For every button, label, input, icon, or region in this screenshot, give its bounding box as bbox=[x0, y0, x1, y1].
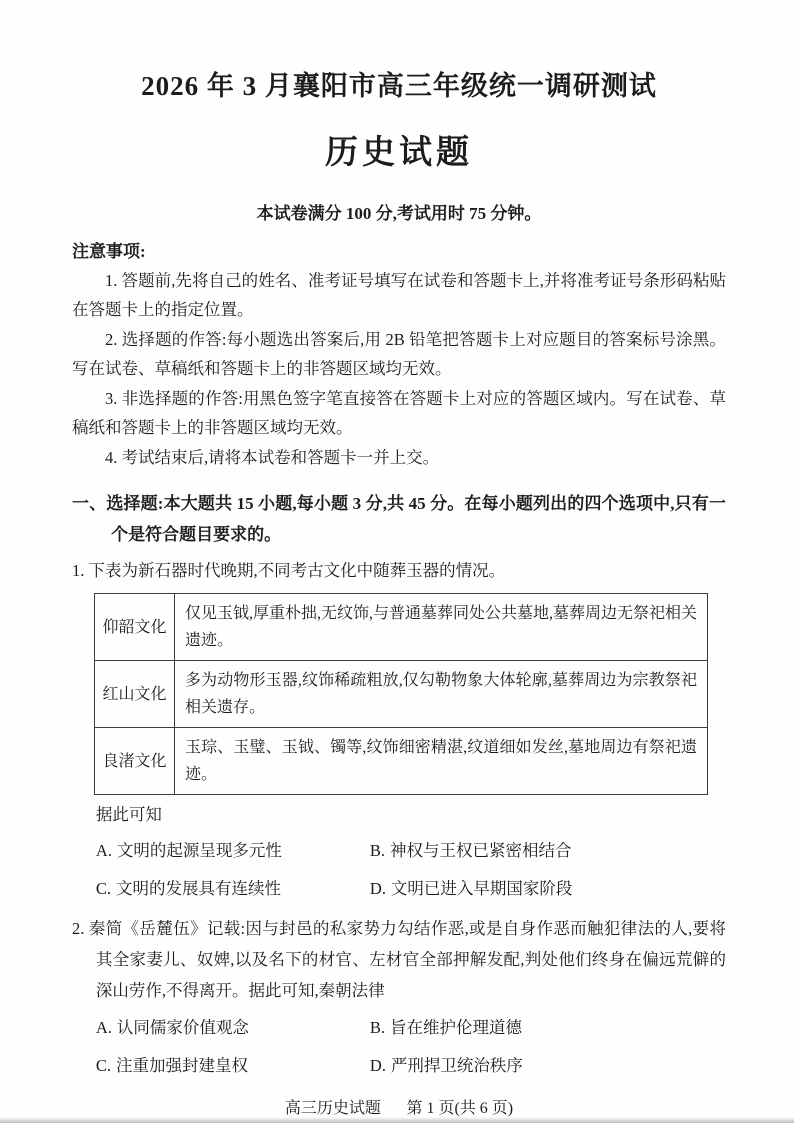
culture-name-cell: 红山文化 bbox=[95, 661, 175, 728]
option-c bbox=[96, 870, 370, 908]
scan-edge-shadow bbox=[0, 1117, 794, 1123]
option-d-text: 文明已进入早期国家阶段 bbox=[390, 879, 573, 899]
question-2-stem-text: 秦简《岳麓伍》记载:因与封邑的私家势力勾结作恶,或是自身作恶而触犯律法的人,要将其全家妻儿、奴婢,以及名下的材官、左材官全部押解发配,判处他们终身在偏远荒僻的深山劳作,不得离开。据此可知,秦朝法律 bbox=[88, 919, 726, 1001]
notice-item-3: 3. 非选择题的作答:用黑色签字笔直接答在答题卡上对应的答题区域内。写在试卷、草稿纸和答题卡上的非答题区域均无效。 bbox=[72, 388, 726, 438]
exam-subject-title: 历史试题 bbox=[325, 134, 473, 171]
option-b-text: 旨在维护伦理道德 bbox=[390, 1018, 522, 1038]
option-a bbox=[96, 832, 370, 870]
option-c bbox=[96, 1047, 370, 1085]
question-1-stem bbox=[72, 555, 726, 586]
notice-item-2: 2. 选择题的作答:每小题选出答案后,用 2B 铅笔把答题卡上对应题目的答案标号涂黑。写在试卷、草稿纸和答题卡上的非答题区域均无效。 bbox=[72, 329, 726, 379]
option-a-text: 认同儒家价值观念 bbox=[116, 1018, 249, 1038]
table-row bbox=[95, 661, 708, 728]
culture-name-cell: 良渚文化 bbox=[95, 728, 175, 795]
option-b-label: B. bbox=[369, 841, 386, 861]
option-b-text: 神权与王权已紧密相结合 bbox=[390, 841, 572, 861]
exam-info-line: 本试卷满分 100 分,考试用时 75 分钟。 bbox=[256, 203, 542, 223]
option-a bbox=[96, 1009, 370, 1047]
option-d-text: 严刑捍卫统治秩序 bbox=[390, 1056, 523, 1076]
option-c-text: 注重加强封建皇权 bbox=[116, 1056, 248, 1076]
culture-description-cell: 玉琮、玉璧、玉钺、镯等,纹饰细密精湛,纹道细如发丝,墓地周边有祭祀遗迹。 bbox=[175, 728, 708, 795]
option-d-label: D. bbox=[369, 1056, 386, 1076]
culture-description-cell: 多为动物形玉器,纹饰稀疏粗放,仅勾勒物象大体轮廓,墓葬周边为宗教祭祀相关遗存。 bbox=[175, 661, 708, 728]
page-footer bbox=[72, 1095, 726, 1118]
culture-description-cell: 仅见玉钺,厚重朴拙,无纹饰,与普通墓葬同处公共墓地,墓葬周边无祭祀相关遗迹。 bbox=[175, 594, 708, 661]
option-b-label: B. bbox=[369, 1018, 386, 1038]
option-b bbox=[370, 832, 726, 870]
exam-title: 2026 年 3 月襄阳市高三年级统一调研测试 bbox=[141, 71, 657, 101]
question-1-options bbox=[72, 832, 726, 908]
option-d-label: D. bbox=[369, 879, 386, 899]
question-1-jade-table bbox=[94, 593, 708, 795]
footer-doc-label: 高三历史试题 bbox=[284, 1100, 381, 1118]
option-b bbox=[370, 1009, 726, 1047]
notice-item-1: 1. 答题前,先将自己的姓名、准考证号填写在试卷和答题卡上,并将准考证号条形码粘贴在答题卡上的指定位置。 bbox=[72, 270, 726, 320]
option-c-text: 文明的发展具有连续性 bbox=[116, 879, 281, 899]
question-2-number: 2. bbox=[72, 919, 85, 939]
option-d bbox=[370, 870, 726, 908]
question-1-stem-text: 下表为新石器时代晚期,不同考古文化中随葬玉器的情况。 bbox=[88, 561, 506, 581]
question-1-prompt: 据此可知 bbox=[95, 805, 162, 825]
option-a-label: A. bbox=[95, 841, 112, 861]
option-d bbox=[370, 1047, 726, 1085]
notice-item-4: 4. 考试结束后,请将本试卷和答题卡一并上交。 bbox=[105, 447, 440, 467]
option-a-label: A. bbox=[95, 1018, 112, 1038]
footer-page-label: 第 1 页(共 6 页) bbox=[406, 1100, 514, 1118]
notices-heading: 注意事项: bbox=[72, 241, 146, 261]
question-1-number: 1. bbox=[72, 561, 85, 581]
section-heading-multiple-choice: 一、选择题:本大题共 15 小题,每小题 3 分,共 45 分。在每小题列出的四个选项中,只有一个是符合题目要求的。 bbox=[72, 494, 726, 545]
table-row bbox=[95, 594, 708, 661]
table-row bbox=[95, 728, 708, 795]
question-2-stem bbox=[72, 913, 726, 1006]
option-c-label: C. bbox=[95, 879, 112, 899]
question-2-options bbox=[72, 1009, 726, 1085]
option-a-text: 文明的起源呈现多元性 bbox=[116, 841, 282, 861]
option-c-label: C. bbox=[95, 1056, 112, 1076]
culture-name-cell: 仰韶文化 bbox=[95, 594, 175, 661]
